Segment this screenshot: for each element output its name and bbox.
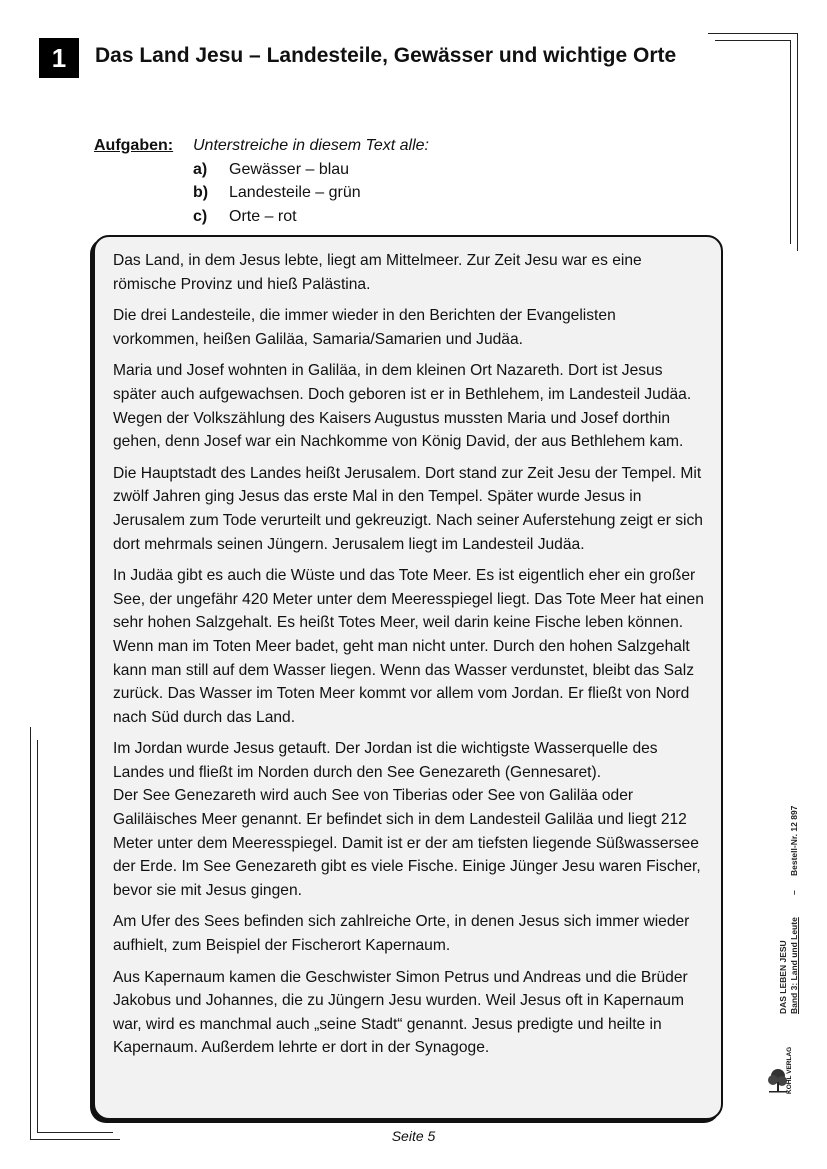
sidebar-volume: Band 3: Land und Leute (789, 917, 799, 1014)
sidebar-series-title: DAS LEBEN JESU (778, 940, 788, 1014)
task-intro: Unterstreiche in diesem Text alle: (193, 137, 429, 154)
sidebar-order-number: Bestell-Nr. 12 897 (789, 805, 799, 876)
task-item-a (193, 158, 349, 182)
page-title: Das Land Jesu – Landesteile, Gewässer und wichtige Orte (95, 44, 677, 67)
paragraph-4: Die Hauptstadt des Landes heißt Jerusalem. Dort stand zur Zeit Jesu der Tempel. Mit zwölf Jahren ging Jesus das erste Mal in den Tempel. Später wurde Jesus in Jerusalem zum Tode verurteilt und gekreuzigt. Nach seiner Auferstehung zeigt er sich dort mehrmals seinen Jüngern. Jerusalem liegt im Landesteil Judäa. (113, 464, 703, 553)
reading-text-box (93, 235, 723, 1120)
frame-line-bottom-left-v2 (37, 740, 38, 1132)
frame-line-top-right-v2 (790, 40, 791, 244)
paragraph-5: In Judäa gibt es auch die Wüste und das Tote Meer. Es ist eigentlich eher ein großer See, der ungefähr 420 Meter unter dem Meeresspiegel liegt. Das Tote Meer hat einen sehr hohen Salzgehalt. Es heißt Totes Meer, weil darin keine Fische leben können. Wenn man im Toten Meer badet, geht man nicht unter. Durch den hohen Salzgehalt kann man still auf dem Wasser liegen. Wenn das Wasser verdunstet, bleibt das Salz zurück. Das Wasser im Toten Meer kommt vor allem vom Jordan. Er fließt von Nord nach Süd durch das Land. (113, 567, 704, 726)
task-item-text: Gewässer – blau (229, 160, 350, 178)
sidebar-separator: – (789, 890, 799, 895)
task-item-key: c) (193, 207, 208, 225)
paragraph-8: Aus Kapernaum kamen die Geschwister Simon Petrus und Andreas und die Brüder Jakobus und Johannes, die zu Jüngern Jesu wurden. Weil Jesus oft in Kapernaum war, wird es manchmal auch „seine Stadt“ genannt. Jesus predigte und heilte in Kapernaum. Außerdem lehrte er dort in der Synagoge. (113, 968, 688, 1057)
frame-line-top-right-h2 (715, 40, 791, 41)
chapter-number: 1 (39, 38, 79, 78)
paragraph-3: Maria und Josef wohnten in Galiläa, in dem kleinen Ort Nazareth. Dort ist Jesus später auch aufgewachsen. Doch geboren ist er in Bethlehem, im Landesteil Judäa. Wegen der Volkszählung des Kaisers Augustus mussten Maria und Josef dorthin gehen, denn Josef war ein Nachkomme von König David, der aus Bethlehem kam. (113, 362, 692, 451)
publisher-logo (766, 1046, 812, 1094)
paragraph-1: Das Land, in dem Jesus lebte, liegt am Mittelmeer. Zur Zeit Jesu war es eine römische Provinz und hieß Palästina. (113, 252, 642, 293)
frame-line-top-right-v (797, 33, 798, 251)
task-label: Aufgaben: (94, 137, 174, 154)
page-number: Seite 5 (391, 1128, 436, 1144)
publisher-name: KOHL VERLAG (786, 1046, 793, 1094)
paragraph-2: Die drei Landesteile, die immer wieder in den Berichten der Evangelisten vorkommen, heißen Galiläa, Samaria/Samarien und Judäa. (113, 307, 616, 348)
frame-line-bottom-left-v (30, 727, 31, 1139)
paragraph-7: Am Ufer des Sees befinden sich zahlreiche Orte, in denen Jesus sich immer wieder aufhielt, zum Beispiel der Fischerort Kapernaum. (113, 913, 690, 955)
task-item-text: Orte – rot (229, 207, 297, 225)
task-item-text: Landesteile – grün (229, 184, 361, 201)
task-item-key: a) (193, 160, 208, 178)
task-item-b (193, 181, 361, 205)
paragraph-6b: Der See Genezareth wird auch See von Tiberias oder See von Galiläa oder Galiläisches Meer genannt. Er befindet sich in dem Landesteil Galiläa und liegt 212 Meter unter dem Meeresspiegel. Damit ist er der am tiefsten liegende Süßwassersee der Erde. Im See Genezareth gibt es viele Fische. Einige Jünger Jesu waren Fischer, bevor sie mit Jesus gingen. (113, 787, 701, 899)
task-item-c (193, 205, 297, 229)
paragraph-6a: Im Jordan wurde Jesus getauft. Der Jordan ist die wichtigste Wasserquelle des Landes und fließt im Norden durch den See Genezareth (Gennesaret). (113, 740, 658, 781)
frame-line-top-right-h (708, 33, 798, 34)
task-item-key: b) (193, 184, 209, 201)
